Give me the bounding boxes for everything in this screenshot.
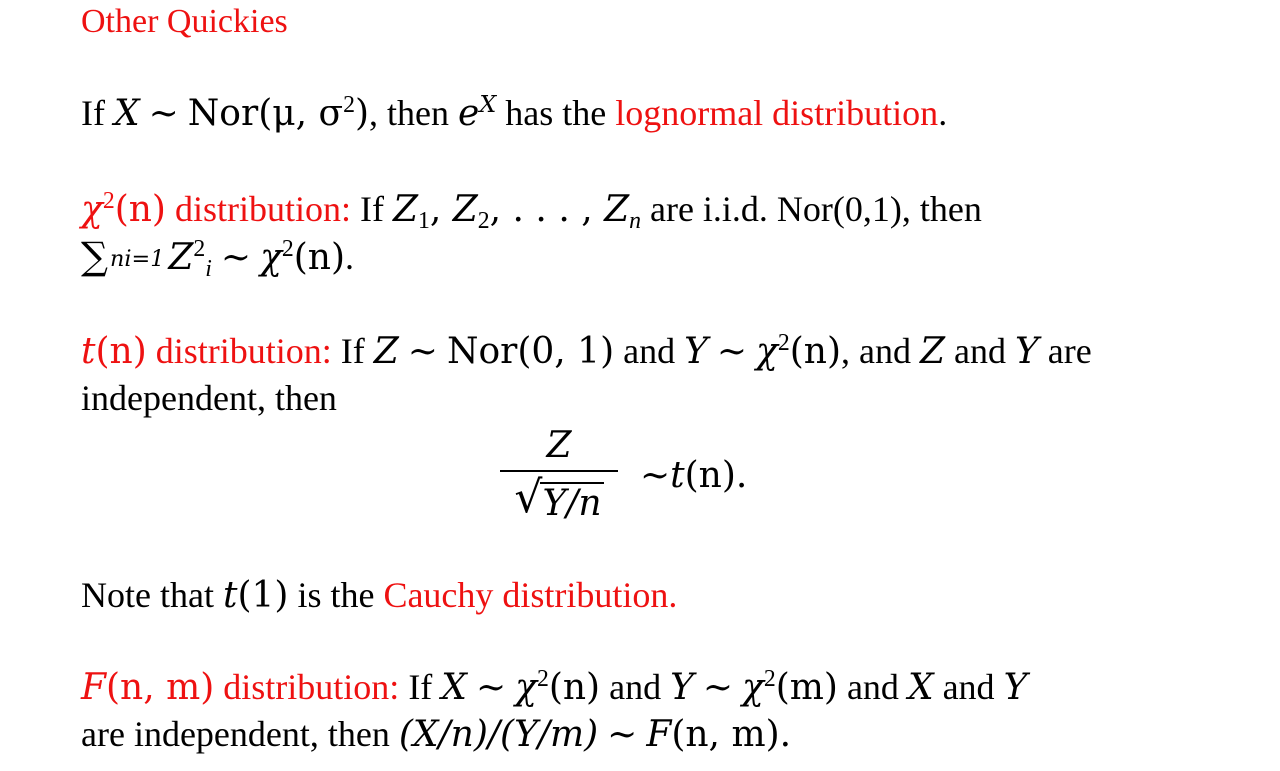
- chisquare-line-2: [81, 233, 982, 281]
- chi-symbol: χ: [260, 237, 282, 278]
- lognormal-paragraph: [81, 90, 947, 137]
- ratio-expression: (X/n)/(Y/m): [398, 714, 599, 755]
- text: If: [331, 331, 374, 371]
- sim-symbol: ∼: [598, 714, 647, 754]
- nor-args: (0, 1): [517, 331, 615, 372]
- t-symbol: t: [81, 331, 96, 372]
- text: , then: [369, 93, 458, 133]
- text: and: [600, 667, 671, 707]
- text: If: [399, 667, 442, 707]
- sim-symbol: ∼: [211, 237, 261, 277]
- chi-arg: (n): [789, 331, 842, 372]
- sim-symbol: ∼: [707, 331, 757, 371]
- chisquare-label: distribution:: [165, 189, 351, 229]
- subscript-n: n: [629, 208, 641, 235]
- period: .: [345, 237, 355, 277]
- var-z1: Z: [392, 189, 418, 230]
- text: are i.i.d. Nor(0,1), then: [640, 189, 982, 229]
- subscript: 2: [477, 208, 490, 235]
- chisquare-paragraph: [81, 186, 982, 281]
- chi-arg: (n): [114, 189, 166, 230]
- sqrt-icon: √: [514, 472, 543, 523]
- t-distribution-paragraph: [81, 328, 1092, 421]
- t-symbol: t: [222, 575, 238, 616]
- sum-limits: [109, 245, 165, 272]
- f-line-2: [81, 711, 1027, 758]
- var-y: Y: [670, 667, 694, 708]
- chi-symbol: χ: [742, 667, 764, 708]
- var-z2: Z: [452, 189, 478, 230]
- subscript: 1: [418, 208, 430, 235]
- t-line-2: independent, then: [81, 378, 337, 418]
- f-args: (n, m): [105, 667, 215, 708]
- var-zi: Z: [168, 237, 194, 278]
- text: are independent, then: [81, 714, 399, 754]
- chi-arg: (m): [775, 667, 838, 708]
- chi-exponent: 2: [763, 665, 776, 692]
- exponent: 2: [343, 91, 355, 118]
- comma: ,: [429, 189, 453, 230]
- sim-symbol: ∼: [693, 667, 743, 707]
- cauchy-paragraph: [81, 572, 677, 619]
- nor-args: (μ, σ: [258, 93, 344, 134]
- chi-arg: (n): [293, 237, 346, 278]
- t-display-equation: [500, 420, 747, 530]
- text: and: [837, 667, 908, 707]
- t-label: distribution:: [146, 331, 332, 371]
- var-y: Y: [1015, 331, 1039, 372]
- chi-symbol: χ: [756, 331, 778, 372]
- t-arg: (n): [95, 331, 147, 372]
- nor-label: Nor: [187, 93, 259, 134]
- text: and: [933, 667, 1004, 707]
- chi-exponent: 2: [777, 329, 790, 356]
- sim-symbol: ∼: [139, 93, 188, 133]
- slide-title: Other Quickies: [81, 3, 288, 40]
- var-zn: Z: [604, 189, 630, 230]
- chi-exponent: 2: [281, 235, 294, 262]
- denominator: [514, 472, 603, 524]
- var-z: Z: [920, 331, 946, 372]
- var-x: X: [907, 667, 934, 708]
- var-e: e: [458, 93, 480, 134]
- f-symbol: F: [646, 714, 672, 755]
- chi-arg: (n): [548, 667, 601, 708]
- f-label: distribution:: [214, 667, 400, 707]
- var-y: Y: [684, 331, 708, 372]
- var-x: X: [441, 667, 467, 708]
- zi-exponent: 2: [193, 235, 206, 262]
- chi-symbol: χ: [81, 189, 103, 230]
- close-paren: ): [354, 93, 370, 134]
- sim-symbol: ∼: [398, 331, 447, 371]
- period: .: [938, 93, 948, 133]
- sum-upper: n: [109, 245, 125, 272]
- ellipsis: , . . . ,: [489, 189, 605, 230]
- t-arg: (1): [237, 575, 289, 616]
- chi-exponent: 2: [536, 665, 549, 692]
- sim-symbol: ∼: [640, 455, 671, 495]
- lognormal-term: lognormal distribution: [615, 93, 939, 133]
- text: If: [81, 93, 114, 133]
- radicand: Y/n: [542, 483, 602, 524]
- t-line-1: [81, 328, 1092, 375]
- text: Note that: [81, 575, 223, 615]
- fraction: [500, 426, 618, 524]
- cauchy-term: Cauchy distribution.: [383, 575, 678, 615]
- text: If: [351, 189, 393, 229]
- sum-lower: i=1: [124, 245, 165, 272]
- chi-exponent: 2: [102, 187, 115, 214]
- chi-symbol: χ: [515, 667, 537, 708]
- text: are: [1038, 331, 1092, 371]
- f-args: (n, m).: [671, 714, 792, 755]
- var-x: X: [113, 93, 140, 134]
- t-arg: (n).: [684, 454, 748, 496]
- text: and: [945, 331, 1016, 371]
- numerator: Z: [546, 425, 572, 466]
- f-distribution-paragraph: [81, 664, 1027, 758]
- var-y: Y: [1003, 667, 1028, 708]
- text: and: [614, 331, 685, 371]
- sum-symbol: ∑: [81, 234, 108, 278]
- chisquare-line-1: [81, 186, 982, 233]
- sim-symbol: ∼: [466, 667, 516, 707]
- zi-subscript: i: [205, 256, 212, 283]
- text: is the: [288, 575, 384, 615]
- text: , and: [841, 331, 921, 371]
- f-line-1: [81, 664, 1027, 711]
- exponent-x: X: [479, 89, 497, 118]
- t-symbol: t: [670, 454, 685, 496]
- nor-label: Nor: [446, 331, 518, 372]
- text: has the: [496, 93, 616, 133]
- var-z: Z: [373, 331, 399, 372]
- f-symbol: F: [81, 667, 106, 708]
